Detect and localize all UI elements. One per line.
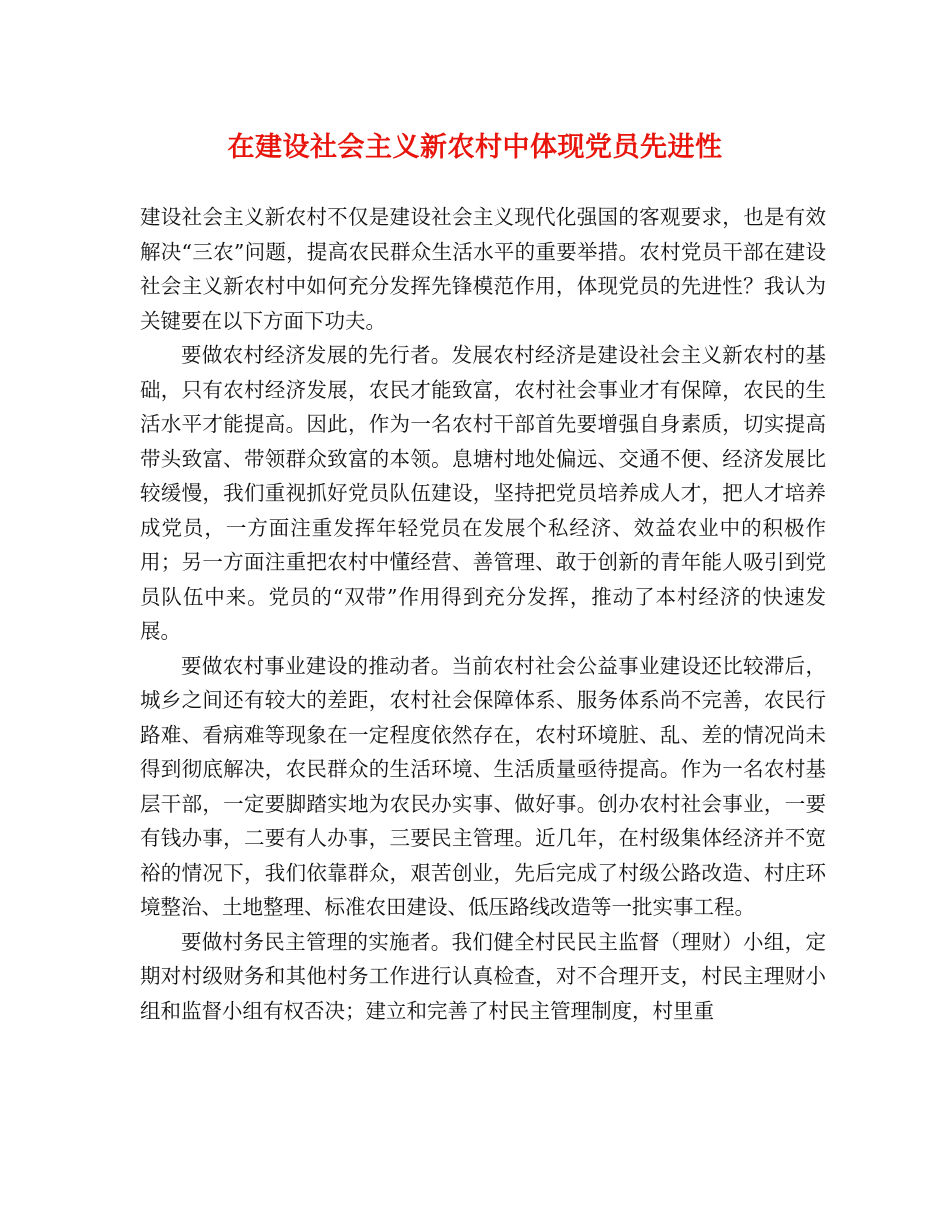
paragraph-intro: 建设社会主义新农村不仅是建设社会主义现代化强国的客观要求，也是有效解决“三农”问题，提高农民群众生活水平的重要举措。农村党员干部在建设社会主义新农村中如何充分发挥先锋模范作用，体现党员的先进性？我认为关键要在以下方面下功夫。 — [140, 205, 826, 333]
document-title: 在建设社会主义新农村中体现党员先进性 — [227, 132, 723, 163]
paragraph-public-affairs: 要做农村事业建设的推动者。当前农村社会公益事业建设还比较滞后，城乡之间还有较大的差距，农村社会保障体系、服务体系尚不完善，农民行路难、看病难等现象在一定程度依然存在，农村环境脏、乱、差的情况尚未得到彻底解决，农民群众的生活环境、生活质量亟待提高。作为一名农村基层干部，一定要脚踏实地为农民办实事、做好事。创办农村社会事业，一要有钱办事，二要有人办事，三要民主管理。近几年，在村级集体经济并不宽裕的情况下，我们依靠群众，艰苦创业，先后完成了村级公路改造、村庄环境整治、土地整理、标准农田建设、低压路线改造等一批实事工程。 — [140, 653, 826, 919]
paragraph-economy: 要做农村经济发展的先行者。发展农村经济是建设社会主义新农村的基础，只有农村经济发展，农民才能致富，农村社会事业才有保障，农民的生活水平才能提高。因此，作为一名农村干部首先要增强自身素质，切实提高带头致富、带领群众致富的本领。息塘村地处偏远、交通不便、经济发展比较缓慢，我们重视抓好党员队伍建设，坚持把党员培养成人才，把人才培养成党员，一方面注重发挥年轻党员在发展个私经济、效益农业中的积极作用；另一方面注重把农村中懂经营、善管理、敢于创新的青年能人吸引到党员队伍中来。党员的“双带”作用得到充分发挥，推动了本村经济的快速发展。 — [140, 343, 826, 643]
paragraph-democratic-management: 要做村务民主管理的实施者。我们健全村民民主监督（理财）小组，定期对村级财务和其他村务工作进行认真检查，对不合理开支，村民主理财小组和监督小组有权否决；建立和完善了村民主管理制度，村里重 — [140, 929, 826, 1023]
document-body — [140, 200, 826, 1028]
